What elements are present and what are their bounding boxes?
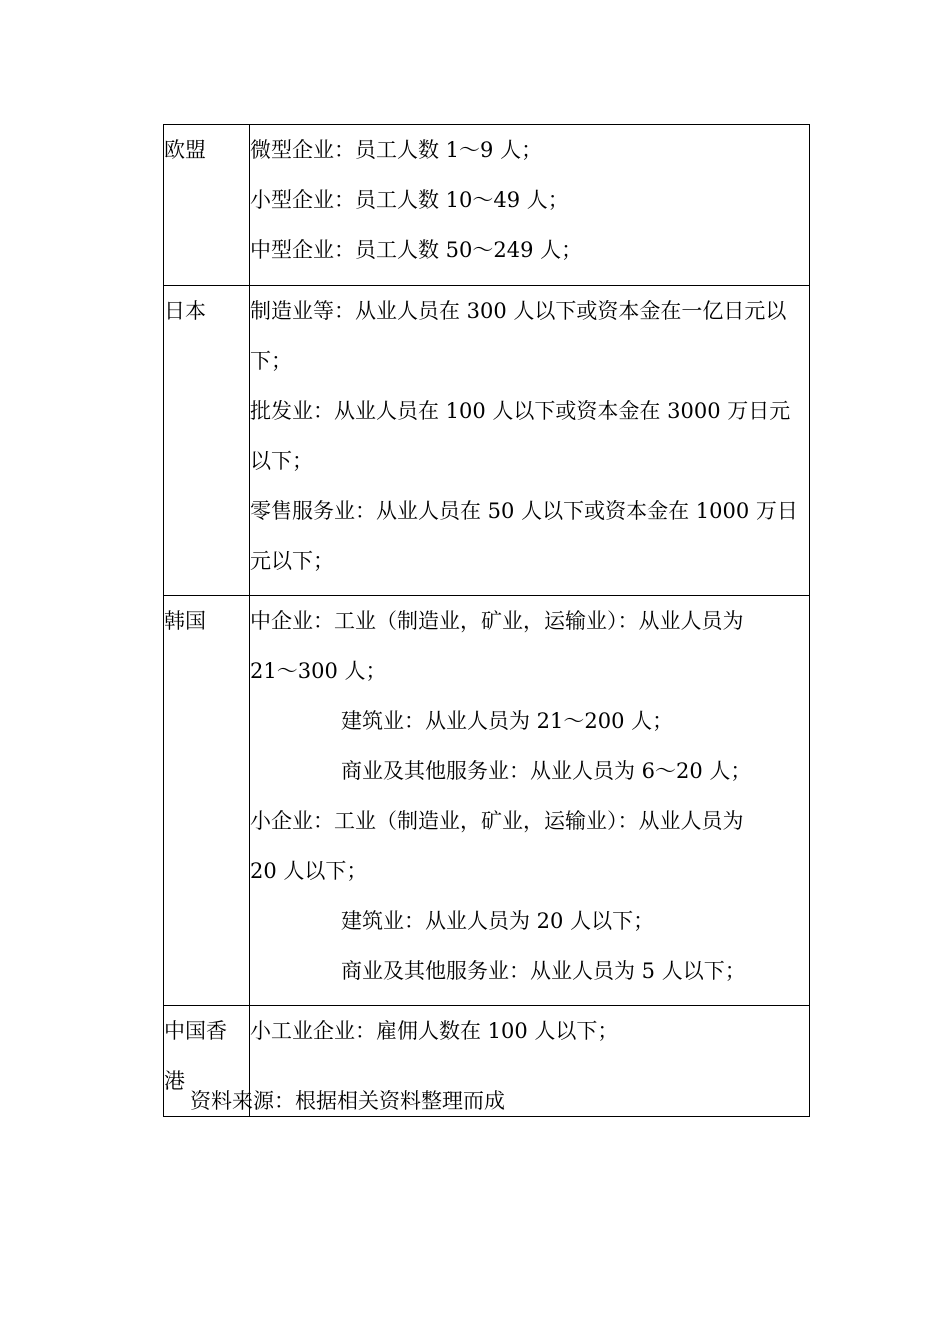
description-line-indented: 建筑业：从业人员为 21～200 人； (341, 709, 674, 733)
region-cell (164, 596, 250, 1006)
table-row-japan (164, 286, 810, 596)
table-row-korea (164, 596, 810, 1006)
description-cell (250, 125, 810, 286)
description-cell (250, 286, 810, 596)
description-line: 中型企业：员工人数 50～249 人； (250, 238, 583, 262)
description-line: 下； (250, 349, 292, 373)
description-line: 批发业：从业人员在 100 人以下或资本金在 3000 万日元 (250, 399, 791, 423)
description-cell (250, 596, 810, 1006)
description-line: 微型企业：员工人数 1～9 人； (250, 138, 543, 162)
region-label-line: 港 (164, 1069, 185, 1093)
description-line: 21～300 人； (250, 659, 387, 683)
description-line: 制造业等：从业人员在 300 人以下或资本金在一亿日元以 (250, 299, 787, 323)
table-row-eu (164, 125, 810, 286)
description-line: 小企业：工业（制造业，矿业，运输业）：从业人员为 (250, 809, 744, 833)
description-line: 20 人以下； (250, 859, 368, 883)
region-label-japan: 日本 (164, 299, 206, 323)
description-line: 以下； (250, 449, 313, 473)
region-label-line: 中国香 (164, 1019, 227, 1043)
region-cell (164, 286, 250, 596)
description-line: 小工业企业：雇佣人数在 100 人以下； (250, 1019, 619, 1043)
description-line-indented: 建筑业：从业人员为 20 人以下； (341, 909, 655, 933)
description-line: 元以下； (250, 549, 334, 573)
description-line: 小型企业：员工人数 10～49 人； (250, 188, 569, 212)
description-line-indented: 商业及其他服务业：从业人员为 6～20 人； (341, 759, 752, 783)
region-label-korea: 韩国 (164, 609, 206, 633)
sme-definition-table (163, 124, 810, 1117)
description-line: 零售服务业：从业人员在 50 人以下或资本金在 1000 万日 (250, 499, 798, 523)
description-line-indented: 商业及其他服务业：从业人员为 5 人以下； (341, 959, 746, 983)
region-cell (164, 125, 250, 286)
region-label-eu: 欧盟 (164, 138, 206, 162)
description-line: 中企业：工业（制造业，矿业，运输业）：从业人员为 (250, 609, 744, 633)
source-note: 资料来源：根据相关资料整理而成 (190, 1089, 505, 1113)
